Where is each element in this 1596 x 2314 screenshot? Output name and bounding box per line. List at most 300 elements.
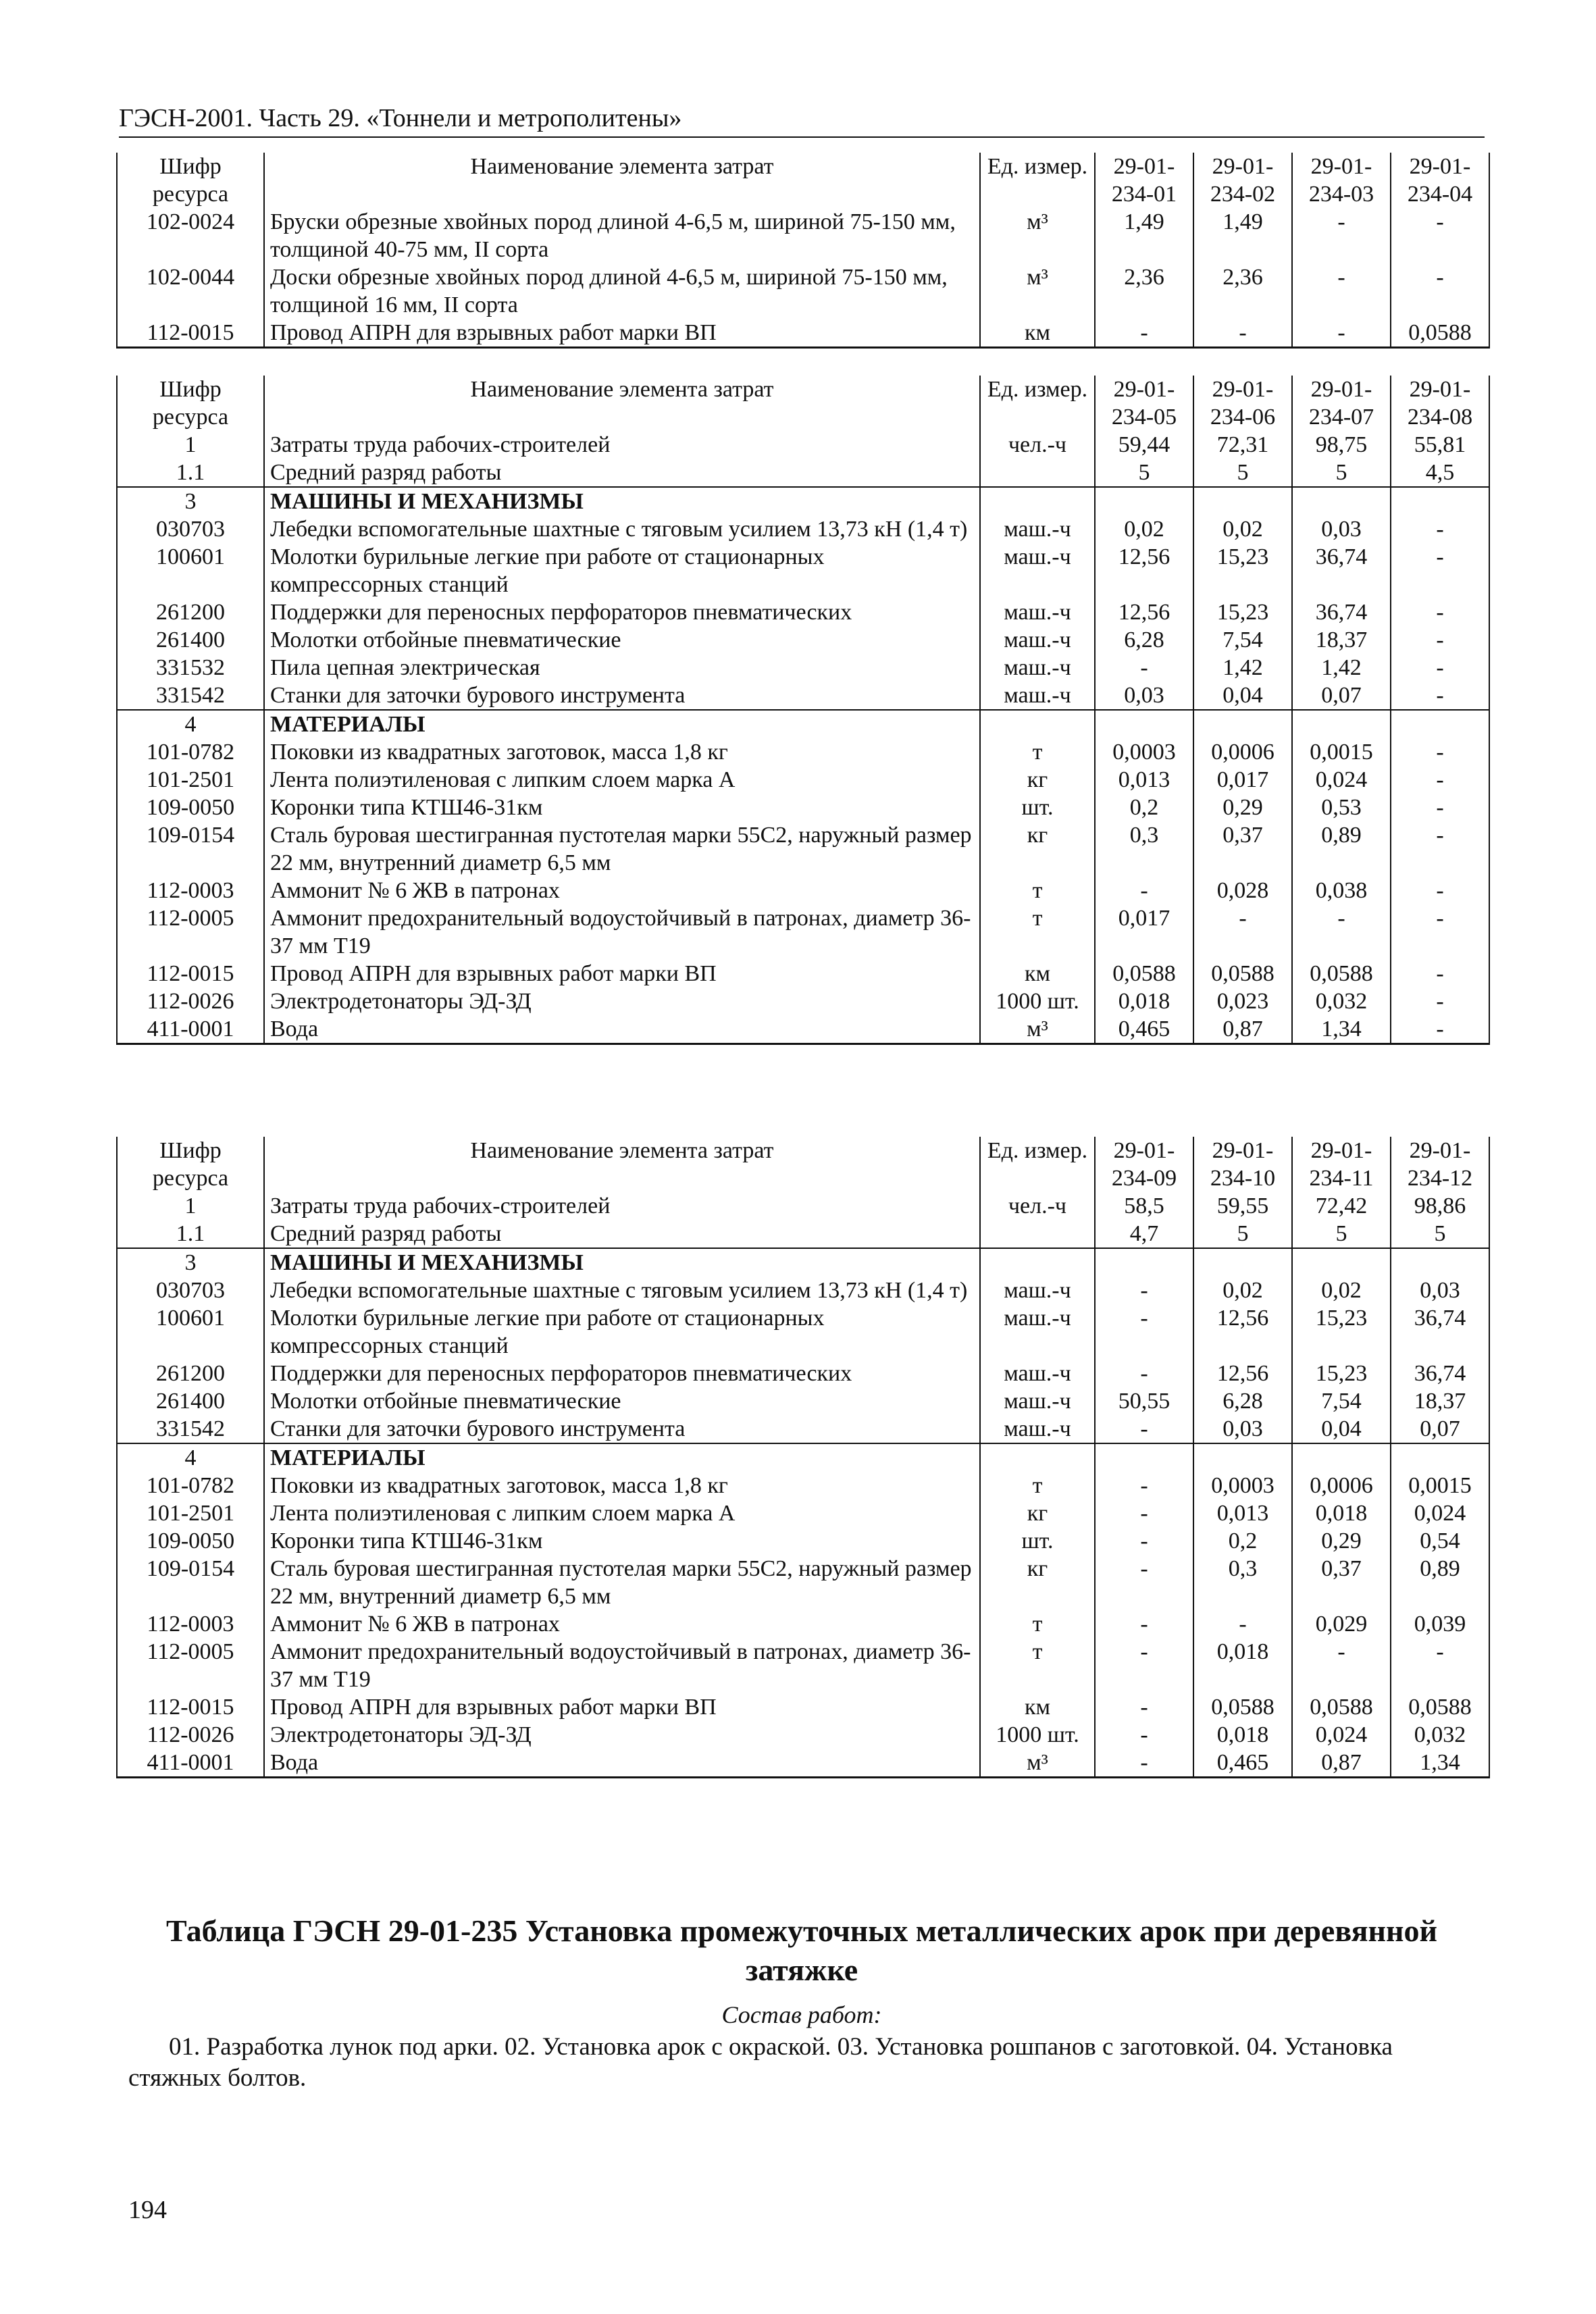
norm-value: 0,29 xyxy=(1292,1527,1391,1555)
resource-name: Доски обрезные хвойных пород длиной 4-6,5 м, шириной 75-150 мм, толщиной 16 мм, II сорта xyxy=(264,263,980,319)
table-row xyxy=(117,682,1489,710)
unit xyxy=(980,1220,1095,1248)
norm-value: 0,54 xyxy=(1391,1527,1489,1555)
table-row xyxy=(117,766,1489,794)
unit: м³ xyxy=(980,1749,1095,1778)
unit: маш.-ч xyxy=(980,682,1095,710)
norm-value xyxy=(1193,1248,1292,1277)
table-header-row xyxy=(117,1137,1489,1192)
norm-value xyxy=(1292,1248,1391,1277)
norm-value: 0,02 xyxy=(1095,515,1193,543)
norm-code-header: 29-01-234-05 xyxy=(1095,376,1193,431)
norm-value: - xyxy=(1391,987,1489,1015)
resource-code: 109-0050 xyxy=(117,1527,264,1555)
resource-name: Затраты труда рабочих-строителей xyxy=(264,431,980,459)
resource-name: Аммонит № 6 ЖВ в патронах xyxy=(264,877,980,904)
unit: т xyxy=(980,904,1095,960)
resource-name: Электродетонаторы ЭД-ЗД xyxy=(264,987,980,1015)
unit: кг xyxy=(980,1555,1095,1610)
norm-value xyxy=(1292,487,1391,515)
norm-value: 6,28 xyxy=(1193,1387,1292,1415)
norm-value: 5 xyxy=(1292,459,1391,487)
table-row xyxy=(117,960,1489,987)
unit: чел.-ч xyxy=(980,431,1095,459)
resource-name: Коронки типа КТШ46-31км xyxy=(264,794,980,821)
norm-value: 1,34 xyxy=(1391,1749,1489,1778)
unit: маш.-ч xyxy=(980,1415,1095,1443)
resource-name: Аммонит предохранительный водоустойчивый в патронах, диаметр 36-37 мм Т19 xyxy=(264,1638,980,1693)
table-header-row xyxy=(117,376,1489,431)
resource-code: 109-0154 xyxy=(117,821,264,877)
unit-column-header: Ед. измер. xyxy=(980,376,1095,431)
norm-value: - xyxy=(1292,263,1391,319)
table-row xyxy=(117,598,1489,626)
norm-value: 0,03 xyxy=(1391,1277,1489,1304)
norm-value: 72,31 xyxy=(1193,431,1292,459)
resource-name: Молотки отбойные пневматические xyxy=(264,626,980,654)
unit: т xyxy=(980,1472,1095,1499)
unit: маш.-ч xyxy=(980,1304,1095,1360)
code-column-header: Шифр ресурса xyxy=(117,376,264,431)
resource-name: Станки для заточки бурового инструмента xyxy=(264,1415,980,1443)
resource-code: 112-0026 xyxy=(117,987,264,1015)
norm-value: 0,023 xyxy=(1193,987,1292,1015)
unit: маш.-ч xyxy=(980,543,1095,598)
norm-value xyxy=(1292,1443,1391,1472)
table-row xyxy=(117,626,1489,654)
unit xyxy=(980,1248,1095,1277)
table-row xyxy=(117,1277,1489,1304)
table-row xyxy=(117,1499,1489,1527)
unit: шт. xyxy=(980,1527,1095,1555)
resource-name: Лента полиэтиленовая с липким слоем марка А xyxy=(264,1499,980,1527)
table-row xyxy=(117,1610,1489,1638)
table-row xyxy=(117,515,1489,543)
norm-code-header: 29-01-234-08 xyxy=(1391,376,1489,431)
resource-code: 261400 xyxy=(117,1387,264,1415)
norm-value xyxy=(1391,710,1489,738)
resource-name: Вода xyxy=(264,1015,980,1044)
table-row xyxy=(117,987,1489,1015)
resource-name: Сталь буровая шестигранная пустотелая марки 55С2, наружный размер 22 мм, внутренний диаметр 6,5 мм xyxy=(264,821,980,877)
resource-code: 411-0001 xyxy=(117,1749,264,1778)
unit: маш.-ч xyxy=(980,1277,1095,1304)
section-row xyxy=(117,710,1489,738)
table-row xyxy=(117,877,1489,904)
norm-value: 0,018 xyxy=(1292,1499,1391,1527)
norm-code-header: 29-01-234-09 xyxy=(1095,1137,1193,1192)
norm-value: 5 xyxy=(1193,459,1292,487)
work-composition-text: 01. Разработка лунок под арки. 02. Установка арок с окраской. 03. Установка рошпанов с заготовкой. 04. Установка стяжных болтов. xyxy=(128,2033,1393,2092)
norm-value xyxy=(1193,487,1292,515)
norm-value: 0,87 xyxy=(1292,1749,1391,1778)
norm-value: - xyxy=(1193,904,1292,960)
norm-value xyxy=(1193,710,1292,738)
resource-code: 030703 xyxy=(117,1277,264,1304)
norm-value xyxy=(1095,487,1193,515)
resource-name: Аммонит предохранительный водоустойчивый в патронах, диаметр 36-37 мм Т19 xyxy=(264,904,980,960)
norm-value: 0,29 xyxy=(1193,794,1292,821)
norm-code-header: 29-01-234-10 xyxy=(1193,1137,1292,1192)
norm-value: - xyxy=(1292,904,1391,960)
table-row xyxy=(117,1415,1489,1443)
resource-table-2 xyxy=(116,376,1490,1045)
table-row xyxy=(117,1527,1489,1555)
norm-value: 0,89 xyxy=(1391,1555,1489,1610)
table-row xyxy=(117,431,1489,459)
resource-name: Коронки типа КТШ46-31км xyxy=(264,1527,980,1555)
norm-value: - xyxy=(1391,738,1489,766)
norm-value: 1,42 xyxy=(1292,654,1391,682)
unit: км xyxy=(980,960,1095,987)
norm-value: - xyxy=(1095,1721,1193,1749)
norm-value: 59,44 xyxy=(1095,431,1193,459)
section-row xyxy=(117,1443,1489,1472)
norm-value: - xyxy=(1095,1304,1193,1360)
norm-value: - xyxy=(1391,654,1489,682)
resource-code: 101-2501 xyxy=(117,1499,264,1527)
norm-code-header: 29-01-234-11 xyxy=(1292,1137,1391,1192)
table-row xyxy=(117,1304,1489,1360)
norm-value: - xyxy=(1391,598,1489,626)
resource-name: Поковки из квадратных заготовок, масса 1,8 кг xyxy=(264,1472,980,1499)
unit: т xyxy=(980,877,1095,904)
unit: м³ xyxy=(980,1015,1095,1044)
work-composition-label: Состав работ: xyxy=(721,2001,882,2028)
resource-code: 112-0003 xyxy=(117,877,264,904)
norm-value: 18,37 xyxy=(1292,626,1391,654)
table-caption: Таблица ГЭСН 29-01-235 Установка промежуточных металлических арок при деревянной затяжке xyxy=(166,1913,1437,1987)
norm-value: - xyxy=(1095,319,1193,348)
table-row xyxy=(117,821,1489,877)
norm-value: 0,465 xyxy=(1095,1015,1193,1044)
norm-value: 0,032 xyxy=(1391,1721,1489,1749)
norm-value: 0,03 xyxy=(1193,1415,1292,1443)
norm-value: - xyxy=(1095,1360,1193,1387)
table-row xyxy=(117,1220,1489,1248)
norm-value: 98,75 xyxy=(1292,431,1391,459)
norm-value: 0,03 xyxy=(1095,682,1193,710)
resource-code: 331542 xyxy=(117,682,264,710)
norm-value: 0,37 xyxy=(1193,821,1292,877)
name-column-header: Наименование элемента затрат xyxy=(264,1137,980,1192)
table-row xyxy=(117,1749,1489,1778)
resource-code: 411-0001 xyxy=(117,1015,264,1044)
resource-code: 100601 xyxy=(117,543,264,598)
resource-name: Средний разряд работы xyxy=(264,459,980,487)
norm-code-header: 29-01-234-01 xyxy=(1095,153,1193,208)
resource-name: Средний разряд работы xyxy=(264,1220,980,1248)
norm-value: 12,56 xyxy=(1095,598,1193,626)
resource-code: 112-0015 xyxy=(117,319,264,348)
unit: м³ xyxy=(980,208,1095,263)
resource-name: Аммонит № 6 ЖВ в патронах xyxy=(264,1610,980,1638)
norm-value: - xyxy=(1391,208,1489,263)
norm-value: 0,0015 xyxy=(1292,738,1391,766)
norm-value: 7,54 xyxy=(1193,626,1292,654)
norm-value: 0,87 xyxy=(1193,1015,1292,1044)
norm-value: - xyxy=(1391,1638,1489,1693)
section-row xyxy=(117,1248,1489,1277)
norm-value: 36,74 xyxy=(1391,1360,1489,1387)
norm-value: - xyxy=(1391,626,1489,654)
norm-value: 0,2 xyxy=(1193,1527,1292,1555)
norm-value: 0,039 xyxy=(1391,1610,1489,1638)
norm-value: 0,013 xyxy=(1095,766,1193,794)
norm-value: 36,74 xyxy=(1292,598,1391,626)
resource-name: Молотки бурильные легкие при работе от стационарных компрессорных станций xyxy=(264,1304,980,1360)
unit: шт. xyxy=(980,794,1095,821)
norm-value: 5 xyxy=(1292,1220,1391,1248)
resource-code: 100601 xyxy=(117,1304,264,1360)
norm-code-header: 29-01-234-07 xyxy=(1292,376,1391,431)
resource-name: Поддержки для переносных перфораторов пневматических xyxy=(264,1360,980,1387)
norm-value: - xyxy=(1095,1610,1193,1638)
unit xyxy=(980,459,1095,487)
norm-value: 0,017 xyxy=(1095,904,1193,960)
norm-value: 0,89 xyxy=(1292,821,1391,877)
resource-name: Вода xyxy=(264,1749,980,1778)
resource-code: 112-0026 xyxy=(117,1721,264,1749)
norm-value: - xyxy=(1095,1499,1193,1527)
norm-value: 0,3 xyxy=(1193,1555,1292,1610)
norm-value: 0,02 xyxy=(1193,515,1292,543)
norm-value: 0,02 xyxy=(1193,1277,1292,1304)
norm-value: 4,5 xyxy=(1391,459,1489,487)
resource-name: Лента полиэтиленовая с липким слоем марка А xyxy=(264,766,980,794)
resource-code: 1.1 xyxy=(117,1220,264,1248)
section-title: МАТЕРИАЛЫ xyxy=(264,710,980,738)
unit: маш.-ч xyxy=(980,598,1095,626)
table-row xyxy=(117,1472,1489,1499)
unit: м³ xyxy=(980,263,1095,319)
norm-value: 0,038 xyxy=(1292,877,1391,904)
norm-value: - xyxy=(1391,263,1489,319)
resource-name: Затраты труда рабочих-строителей xyxy=(264,1192,980,1220)
unit: кг xyxy=(980,821,1095,877)
resource-code: 112-0005 xyxy=(117,904,264,960)
norm-value: 0,028 xyxy=(1193,877,1292,904)
resource-name: Поковки из квадратных заготовок, масса 1,8 кг xyxy=(264,738,980,766)
norm-value: - xyxy=(1391,515,1489,543)
norm-value: 0,013 xyxy=(1193,1499,1292,1527)
resource-table-1 xyxy=(116,153,1490,349)
resource-code: 112-0003 xyxy=(117,1610,264,1638)
norm-value: 0,03 xyxy=(1292,515,1391,543)
table-row xyxy=(117,1015,1489,1044)
name-column-header: Наименование элемента затрат xyxy=(264,376,980,431)
table-row xyxy=(117,459,1489,487)
resource-code: 1 xyxy=(117,431,264,459)
norm-value: 0,04 xyxy=(1292,1415,1391,1443)
norm-value: 0,465 xyxy=(1193,1749,1292,1778)
unit-column-header: Ед. измер. xyxy=(980,153,1095,208)
unit-column-header: Ед. измер. xyxy=(980,1137,1095,1192)
resource-code: 109-0050 xyxy=(117,794,264,821)
norm-value: - xyxy=(1391,794,1489,821)
norm-value: 0,0588 xyxy=(1095,960,1193,987)
norm-value: 0,02 xyxy=(1292,1277,1391,1304)
resource-code: 112-0015 xyxy=(117,960,264,987)
norm-value: 1,49 xyxy=(1193,208,1292,263)
norm-value: 0,37 xyxy=(1292,1555,1391,1610)
norm-value: - xyxy=(1391,1015,1489,1044)
norm-value: 12,56 xyxy=(1095,543,1193,598)
resource-code: 109-0154 xyxy=(117,1555,264,1610)
section-title: МАШИНЫ И МЕХАНИЗМЫ xyxy=(264,487,980,515)
norm-value: 0,032 xyxy=(1292,987,1391,1015)
norm-value: 0,018 xyxy=(1193,1638,1292,1693)
page-number: 194 xyxy=(128,2196,167,2224)
resource-table-3 xyxy=(116,1137,1490,1778)
norm-value: 0,017 xyxy=(1193,766,1292,794)
table-row xyxy=(117,1555,1489,1610)
section-title: МАШИНЫ И МЕХАНИЗМЫ xyxy=(264,1248,980,1277)
norm-value: - xyxy=(1095,1749,1193,1778)
norm-value: - xyxy=(1391,821,1489,877)
resource-name: Молотки отбойные пневматические xyxy=(264,1387,980,1415)
norm-value: 4,7 xyxy=(1095,1220,1193,1248)
norm-value: 2,36 xyxy=(1193,263,1292,319)
norm-value: - xyxy=(1391,682,1489,710)
norm-value: 5 xyxy=(1095,459,1193,487)
unit: т xyxy=(980,738,1095,766)
table-row xyxy=(117,738,1489,766)
norm-value: - xyxy=(1391,877,1489,904)
norm-value: 1,42 xyxy=(1193,654,1292,682)
norm-value: 55,81 xyxy=(1391,431,1489,459)
resource-code: 261200 xyxy=(117,598,264,626)
norm-value: - xyxy=(1095,1555,1193,1610)
resource-code: 3 xyxy=(117,1248,264,1277)
unit xyxy=(980,487,1095,515)
table-row xyxy=(117,1387,1489,1415)
norm-value: 0,07 xyxy=(1292,682,1391,710)
resource-name: Провод АПРН для взрывных работ марки ВП xyxy=(264,960,980,987)
norm-value: - xyxy=(1193,319,1292,348)
norm-value xyxy=(1391,1248,1489,1277)
norm-value: 0,53 xyxy=(1292,794,1391,821)
resource-name: Лебедки вспомогательные шахтные с тяговым усилием 13,73 кН (1,4 т) xyxy=(264,515,980,543)
norm-value: 72,42 xyxy=(1292,1192,1391,1220)
norm-value: - xyxy=(1095,1472,1193,1499)
norm-value: - xyxy=(1095,1415,1193,1443)
norm-value: 0,024 xyxy=(1391,1499,1489,1527)
norm-value: - xyxy=(1095,1638,1193,1693)
norm-value: 59,55 xyxy=(1193,1192,1292,1220)
resource-code: 1.1 xyxy=(117,459,264,487)
resource-name: Пила цепная электрическая xyxy=(264,654,980,682)
norm-code-header: 29-01-234-02 xyxy=(1193,153,1292,208)
norm-value: 98,86 xyxy=(1391,1192,1489,1220)
resource-code: 112-0015 xyxy=(117,1693,264,1721)
unit: маш.-ч xyxy=(980,654,1095,682)
norm-value: - xyxy=(1292,208,1391,263)
resource-code: 4 xyxy=(117,710,264,738)
resource-name: Бруски обрезные хвойных пород длиной 4-6,5 м, шириной 75-150 мм, толщиной 40-75 мм, II сорта xyxy=(264,208,980,263)
norm-value: - xyxy=(1095,654,1193,682)
norm-value: 58,5 xyxy=(1095,1192,1193,1220)
norm-value: 0,0006 xyxy=(1292,1472,1391,1499)
norm-code-header: 29-01-234-06 xyxy=(1193,376,1292,431)
resource-name: Сталь буровая шестигранная пустотелая марки 55С2, наружный размер 22 мм, внутренний диаметр 6,5 мм xyxy=(264,1555,980,1610)
norm-value: 0,2 xyxy=(1095,794,1193,821)
section-row xyxy=(117,487,1489,515)
unit xyxy=(980,710,1095,738)
resource-code: 331542 xyxy=(117,1415,264,1443)
unit: кг xyxy=(980,1499,1095,1527)
name-column-header: Наименование элемента затрат xyxy=(264,153,980,208)
norm-value: 0,018 xyxy=(1095,987,1193,1015)
resource-code: 102-0024 xyxy=(117,208,264,263)
norm-value: 0,0015 xyxy=(1391,1472,1489,1499)
resource-name: Электродетонаторы ЭД-ЗД xyxy=(264,1721,980,1749)
table-row xyxy=(117,319,1489,348)
norm-value: 0,0588 xyxy=(1193,960,1292,987)
norm-value: 0,0588 xyxy=(1193,1693,1292,1721)
norm-value: 5 xyxy=(1391,1220,1489,1248)
norm-value: 0,0588 xyxy=(1391,1693,1489,1721)
norm-value: 0,024 xyxy=(1292,1721,1391,1749)
unit: км xyxy=(980,319,1095,348)
unit xyxy=(980,1443,1095,1472)
resource-name: Провод АПРН для взрывных работ марки ВП xyxy=(264,319,980,348)
norm-code-header: 29-01-234-04 xyxy=(1391,153,1489,208)
resource-code: 102-0044 xyxy=(117,263,264,319)
norm-value: 5 xyxy=(1193,1220,1292,1248)
table-row xyxy=(117,1693,1489,1721)
unit: кг xyxy=(980,766,1095,794)
norm-value: 0,0588 xyxy=(1391,319,1489,348)
norm-value xyxy=(1292,710,1391,738)
norm-value: - xyxy=(1391,960,1489,987)
resource-code: 261400 xyxy=(117,626,264,654)
table-row xyxy=(117,1721,1489,1749)
section-title: МАТЕРИАЛЫ xyxy=(264,1443,980,1472)
resource-name: Провод АПРН для взрывных работ марки ВП xyxy=(264,1693,980,1721)
table-row xyxy=(117,654,1489,682)
norm-value: - xyxy=(1095,1693,1193,1721)
norm-value: 12,56 xyxy=(1193,1360,1292,1387)
table-header-row xyxy=(117,153,1489,208)
norm-value: 0,0006 xyxy=(1193,738,1292,766)
resource-code: 3 xyxy=(117,487,264,515)
norm-value: 0,0588 xyxy=(1292,960,1391,987)
norm-value: 0,3 xyxy=(1095,821,1193,877)
norm-value: 0,0003 xyxy=(1193,1472,1292,1499)
norm-value: 0,018 xyxy=(1193,1721,1292,1749)
unit: 1000 шт. xyxy=(980,987,1095,1015)
norm-value xyxy=(1095,1443,1193,1472)
norm-value: 50,55 xyxy=(1095,1387,1193,1415)
norm-value: 1,49 xyxy=(1095,208,1193,263)
table-row xyxy=(117,1192,1489,1220)
code-column-header: Шифр ресурса xyxy=(117,1137,264,1192)
unit: маш.-ч xyxy=(980,515,1095,543)
code-column-header: Шифр ресурса xyxy=(117,153,264,208)
norm-value: - xyxy=(1193,1610,1292,1638)
norm-value: 0,07 xyxy=(1391,1415,1489,1443)
table-row xyxy=(117,904,1489,960)
norm-value: 7,54 xyxy=(1292,1387,1391,1415)
norm-value: 2,36 xyxy=(1095,263,1193,319)
norm-value: 1,34 xyxy=(1292,1015,1391,1044)
norm-value xyxy=(1095,710,1193,738)
table-row xyxy=(117,543,1489,598)
norm-code-header: 29-01-234-12 xyxy=(1391,1137,1489,1192)
resource-code: 101-0782 xyxy=(117,1472,264,1499)
resource-name: Лебедки вспомогательные шахтные с тяговым усилием 13,73 кН (1,4 т) xyxy=(264,1277,980,1304)
